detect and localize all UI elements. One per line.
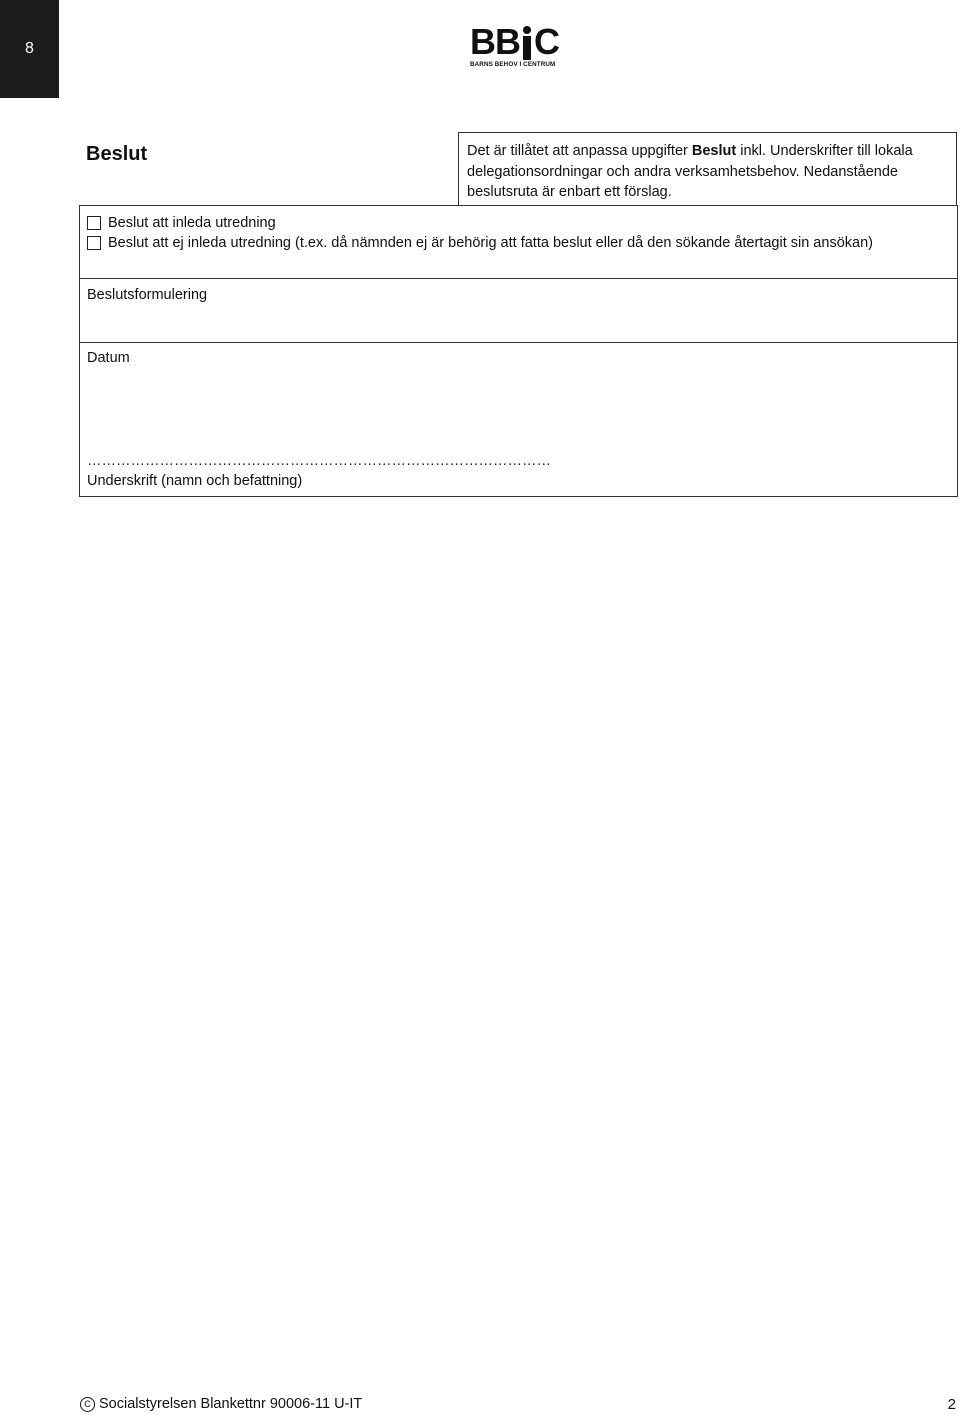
page-number: 8 <box>25 40 34 57</box>
datum-label: Datum <box>87 350 130 366</box>
divider <box>80 278 957 279</box>
footer-page-number: 2 <box>947 1396 956 1413</box>
option-inleda-utredning[interactable] <box>87 215 276 231</box>
logo-figure-icon <box>520 24 534 60</box>
page-number-tab <box>0 0 59 98</box>
checkbox-inleda-utredning[interactable] <box>87 216 101 230</box>
note-box <box>458 132 957 205</box>
note-text-after: inkl. Underskrifter till lokala delegationsordningar och andra verksamhetsbehov. Nedanstående beslutsruta är enbart ett förslag. <box>467 143 913 200</box>
beslutsformulering-label: Beslutsformulering <box>87 287 208 303</box>
decision-form <box>79 205 958 497</box>
logo-letters-bb: BB <box>470 21 520 62</box>
signature-label: Underskrift (namn och befattning) <box>87 473 303 489</box>
checkbox-ej-inleda-utredning[interactable] <box>87 236 101 250</box>
note-text-bold: Beslut <box>691 143 737 159</box>
logo-letters-c: C <box>534 21 559 62</box>
section-title: Beslut <box>86 143 148 165</box>
logo-tagline: BARNS BEHOV I CENTRUM <box>470 61 556 68</box>
bbic-logo <box>470 21 576 72</box>
option-ej-inleda-utredning[interactable] <box>87 235 873 251</box>
signature-line[interactable]: …………………………………………………………………………………… <box>87 453 551 469</box>
divider <box>80 342 957 343</box>
footer <box>80 1396 362 1412</box>
footer-text: Socialstyrelsen Blankettnr 90006-11 U-IT <box>99 1396 363 1412</box>
copyright-icon: C <box>80 1397 95 1412</box>
note-text-before: Det är tillåtet att anpassa uppgifter <box>467 143 692 159</box>
option-label: Beslut att ej inleda utredning (t.ex. då nämnden ej är behörig att fatta beslut eller då den sökande återtagit sin ansökan) <box>108 235 873 251</box>
logo-letters <box>470 21 576 62</box>
option-label: Beslut att inleda utredning <box>108 215 276 231</box>
